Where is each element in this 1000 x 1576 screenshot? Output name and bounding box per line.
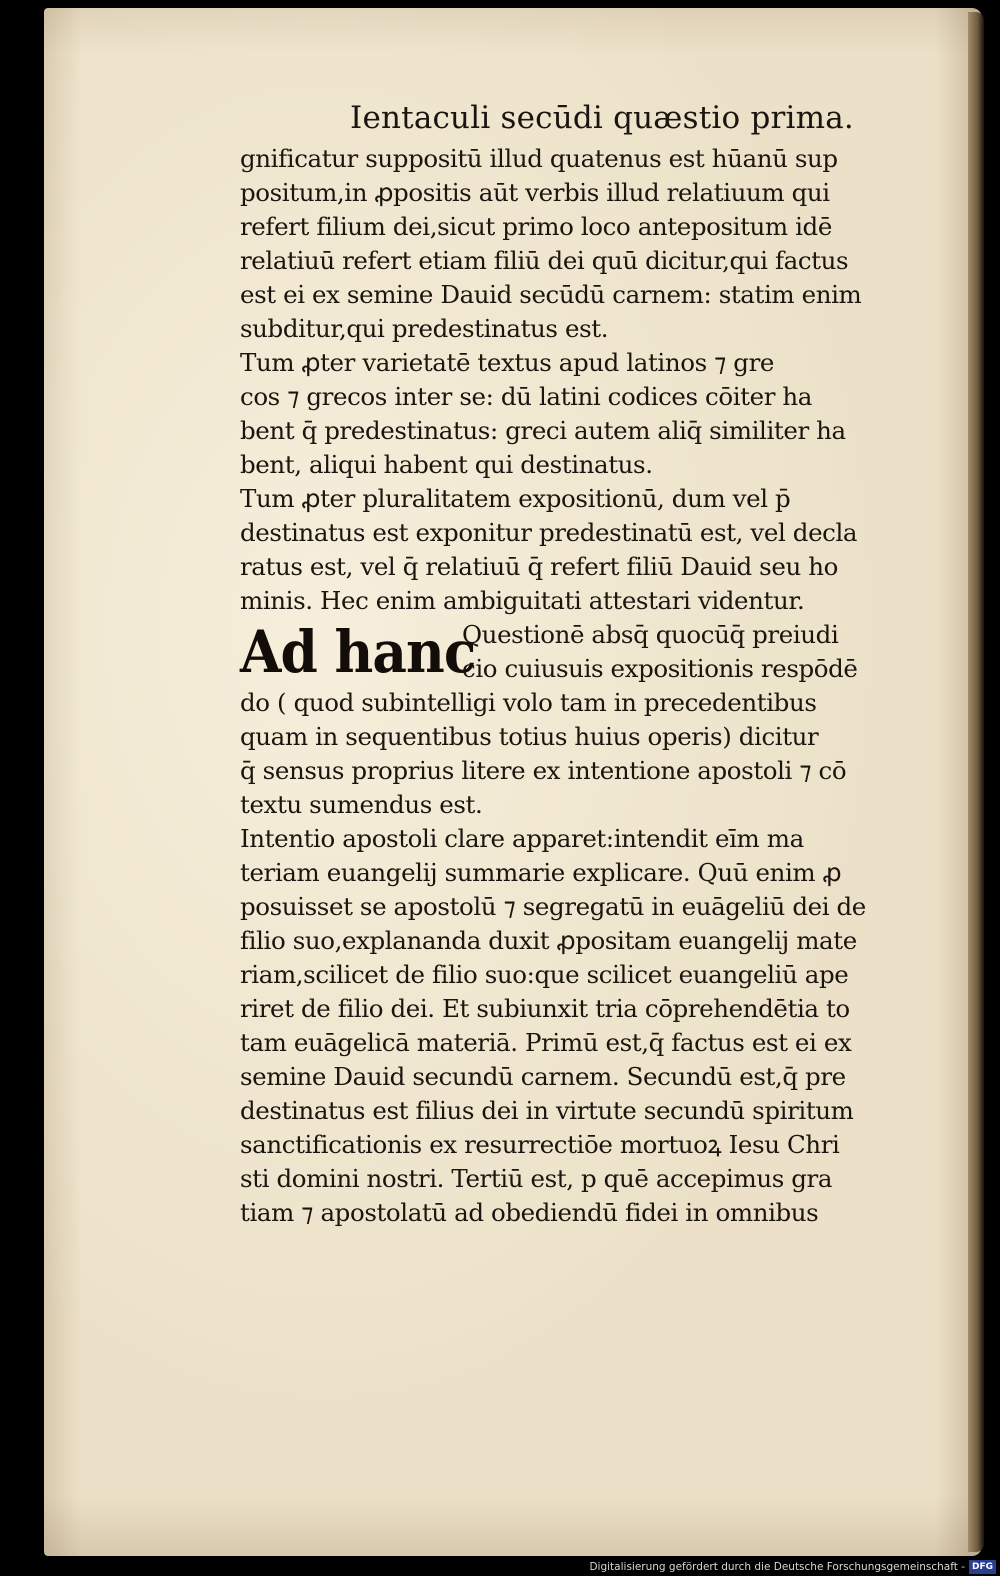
text-line: positum,in ꝓpositis aūt verbis illud relatiuum qui [240, 178, 830, 207]
text-line: semine Dauid secundū carnem. Secundū est,q̄ pre [240, 1062, 846, 1091]
text-line: destinatus est exponitur predestinatū est, vel decla [240, 518, 858, 547]
text-line: Intentio apostoli clare apparet:intendit eīm ma [240, 824, 804, 853]
text-line: cio cuiusuis expositionis respōdē [462, 654, 858, 683]
text-line: do ( quod subintelligi volo tam in precedentibus [240, 688, 817, 717]
text-line: quam in sequentibus totius huius operis) dicitur [240, 722, 819, 751]
text-block [240, 98, 930, 1230]
text-line: textu sumendus est. [240, 790, 483, 819]
text-line: posuisset se apostolū ⁊ segregatū in euāgeliū dei de [240, 892, 866, 921]
text-line: destinatus est filius dei in virtute secundū spiritum [240, 1096, 854, 1125]
text-line: relatiuū refert etiam filiū dei quū dicitur,qui factus [240, 246, 849, 275]
paragraph-lines-before [240, 142, 930, 618]
funding-footer [589, 1558, 1000, 1576]
text-line: teriam euangelij summarie explicare. Quū enim ꝓ [240, 858, 842, 887]
text-line: q̄ sensus proprius litere ex intentione apostoli ⁊ cō [240, 756, 847, 785]
text-line: gnificatur suppositū illud quatenus est hūanū sup [240, 144, 838, 173]
text-line: ratus est, vel q̄ relatiuū q̄ refert filiū Dauid seu ho [240, 552, 838, 581]
text-line: subditur,qui predestinatus est. [240, 314, 609, 343]
drop-initial-row [240, 618, 930, 686]
text-line: riret de filio dei. Et subiunxit tria cōprehendētia to [240, 994, 850, 1023]
text-line: Questionē absq̄ quocūq̄ preiudi [462, 620, 839, 649]
text-line: riam,scilicet de filio suo:que scilicet euangeliū ape [240, 960, 849, 989]
text-line: Tum ꝓter pluralitatem expositionū, dum vel p̄ [240, 484, 791, 513]
drop-initial: Ad hanc [240, 618, 476, 686]
text-line: sanctificationis ex resurrectiōe mortuoꝝ Iesu Chri [240, 1130, 840, 1159]
text-line: refert filium dei,sicut primo loco antepositum idē [240, 212, 832, 241]
text-line: est ei ex semine Dauid secūdū carnem: statim enim [240, 280, 862, 309]
text-line: tiam ⁊ apostolatū ad obediendū fidei in omnibus [240, 1198, 819, 1227]
funding-credit: Digitalisierung gefördert durch die Deutsche Forschungsgemeinschaft - [589, 1561, 965, 1573]
paragraph-lines-after [240, 686, 930, 1230]
text-line: Tum ꝓter varietatē textus apud latinos ⁊ gre [240, 348, 774, 377]
text-line: filio suo,explananda duxit ꝓpositam euangelij mate [240, 926, 857, 955]
page-edge-shadow [968, 12, 984, 1552]
text-line: bent q̄ predestinatus: greci autem aliq̄ similiter ha [240, 416, 846, 445]
text-line: bent, aliqui habent qui destinatus. [240, 450, 653, 479]
text-line: tam euāgelicā materiā. Primū est,q̄ factus est ei ex [240, 1028, 852, 1057]
running-head: Ientaculi secūdi quæstio prima. [350, 100, 854, 136]
text-line: cos ⁊ grecos inter se: dū latini codices cōiter ha [240, 382, 812, 411]
text-line: minis. Hec enim ambiguitati attestari videntur. [240, 586, 805, 615]
text-line: sti domini nostri. Tertiū est, p quē accepimus gra [240, 1164, 833, 1193]
dfg-logo: DFG [969, 1560, 996, 1574]
